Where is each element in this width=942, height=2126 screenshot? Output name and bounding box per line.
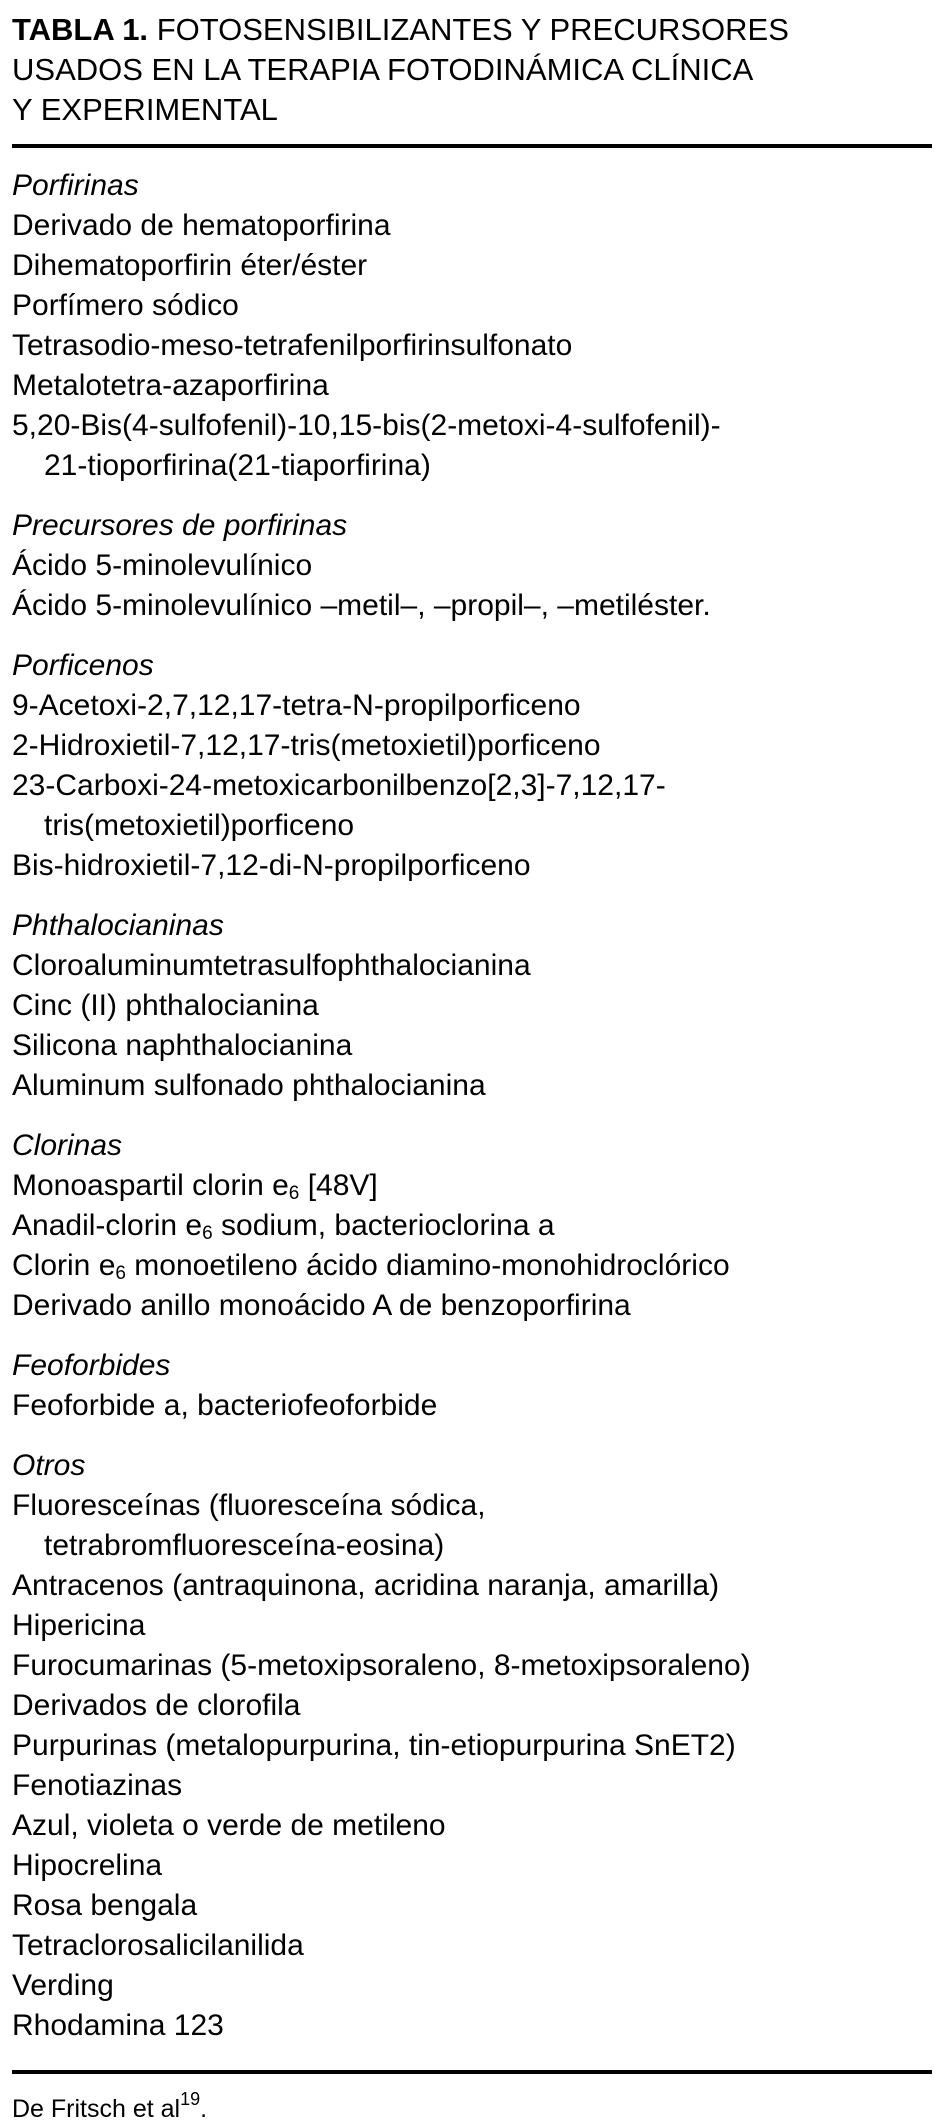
list-item-text: [48V]	[307, 1169, 378, 1202]
list-item-text: monoetileno ácido diamino-monohidroclórico	[134, 1249, 730, 1282]
list-item	[12, 766, 932, 846]
list-item: Furocumarinas (5-metoxipsoraleno, 8-metoxipsoraleno)	[12, 1649, 751, 1682]
title-line-1: FOTOSENSIBILIZANTES Y PRECURSORES	[156, 12, 789, 47]
list-item: Porfímero sódico	[12, 289, 239, 322]
section-porficenos	[12, 646, 932, 886]
list-item: Cloroaluminumtetrasulfophthalocianina	[12, 949, 531, 982]
section-precursores	[12, 506, 932, 626]
section-porfirinas	[12, 166, 932, 486]
list-item-line: Fluoresceínas (fluoresceína sódica,	[12, 1489, 486, 1522]
reference-number: 19	[180, 2089, 201, 2109]
list-item-continuation: tris(metoxietil)porficeno	[44, 809, 355, 842]
list-item: Rhodamina 123	[12, 2009, 224, 2042]
list-item: Azul, violeta o verde de metileno	[12, 1809, 446, 1842]
list-item: Silicona naphthalocianina	[12, 1029, 353, 1062]
list-item	[12, 1206, 932, 1246]
bottom-rule	[12, 2070, 932, 2074]
list-item: Derivado anillo monoácido A de benzoporfirina	[12, 1289, 631, 1322]
list-item: Derivado de hematoporfirina	[12, 209, 391, 242]
list-item: 2-Hidroxietil-7,12,17-tris(metoxietil)porficeno	[12, 729, 601, 762]
list-item: Ácido 5-minolevulínico –metil–, –propil–, –metiléster.	[12, 589, 711, 622]
section-clorinas	[12, 1126, 932, 1326]
title-line-2: USADOS EN LA TERAPIA FOTODINÁMICA CLÍNICA	[12, 52, 754, 87]
list-item: 9-Acetoxi-2,7,12,17-tetra-N-propilporficeno	[12, 689, 581, 722]
list-item: Derivados de clorofila	[12, 1689, 301, 1722]
section-heading: Feoforbides	[12, 1349, 171, 1382]
list-item: Rosa bengala	[12, 1889, 198, 1922]
list-item: Aluminum sulfonado phthalocianina	[12, 1069, 486, 1102]
source-text: De Fritsch et al	[12, 2095, 181, 2123]
source-end: .	[200, 2095, 208, 2123]
list-item	[12, 1246, 932, 1286]
list-item: Purpurinas (metalopurpurina, tin-etiopurpurina SnET2)	[12, 1729, 736, 1762]
section-phthalocianinas	[12, 906, 932, 1106]
list-item: Fenotiazinas	[12, 1769, 183, 1802]
list-item: Dihematoporfirin éter/éster	[12, 249, 368, 282]
table-source	[12, 2089, 932, 2126]
list-item	[12, 406, 932, 486]
section-heading: Porfirinas	[12, 169, 139, 202]
section-otros	[12, 1446, 932, 2046]
list-item-line: 5,20-Bis(4-sulfofenil)-10,15-bis(2-metoxi-4-sulfofenil)-	[12, 409, 721, 442]
subscript: 6	[115, 1263, 126, 1284]
section-heading: Porficenos	[12, 649, 154, 682]
list-item-continuation: 21-tioporfirina(21-tiaporfirina)	[44, 449, 431, 482]
table-number: TABLA 1.	[12, 12, 149, 47]
section-heading: Phthalocianinas	[12, 909, 224, 942]
list-item: Verding	[12, 1969, 114, 2002]
list-item: Bis-hidroxietil-7,12-di-N-propilporficeno	[12, 849, 531, 882]
section-heading: Otros	[12, 1449, 86, 1482]
list-item-line: 23-Carboxi-24-metoxicarbonilbenzo[2,3]-7,12,17-	[12, 769, 666, 802]
list-item-text: Monoaspartil clorin e	[12, 1169, 289, 1202]
table-body	[12, 148, 932, 2070]
table-title	[12, 10, 932, 130]
list-item-continuation: tetrabromfluoresceína-eosina)	[44, 1529, 445, 1562]
list-item: Hipocrelina	[12, 1849, 163, 1882]
subscript: 6	[288, 1183, 300, 1204]
list-item: Tetrasodio-meso-tetrafenilporfirinsulfonato	[12, 329, 573, 362]
list-item-text: Clorin e	[12, 1249, 116, 1282]
section-heading: Clorinas	[12, 1129, 123, 1162]
list-item	[12, 1166, 932, 1206]
title-line-3: Y EXPERIMENTAL	[12, 92, 278, 127]
list-item: Ácido 5-minolevulínico	[12, 549, 313, 582]
list-item-text: Anadil-clorin e	[12, 1209, 203, 1242]
subscript: 6	[202, 1223, 213, 1244]
list-item	[12, 1486, 932, 1566]
list-item: Hipericina	[12, 1609, 146, 1642]
section-feoforbides	[12, 1346, 932, 1426]
list-item: Feoforbide a, bacteriofeoforbide	[12, 1389, 438, 1422]
list-item-text: sodium, bacterioclorina a	[221, 1209, 555, 1242]
list-item: Cinc (II) phthalocianina	[12, 989, 319, 1022]
section-heading: Precursores de porfirinas	[12, 509, 348, 542]
list-item: Antracenos (antraquinona, acridina naranja, amarilla)	[12, 1569, 720, 1602]
list-item: Metalotetra-azaporfirina	[12, 369, 329, 402]
list-item: Tetraclorosalicilanilida	[12, 1929, 304, 1962]
